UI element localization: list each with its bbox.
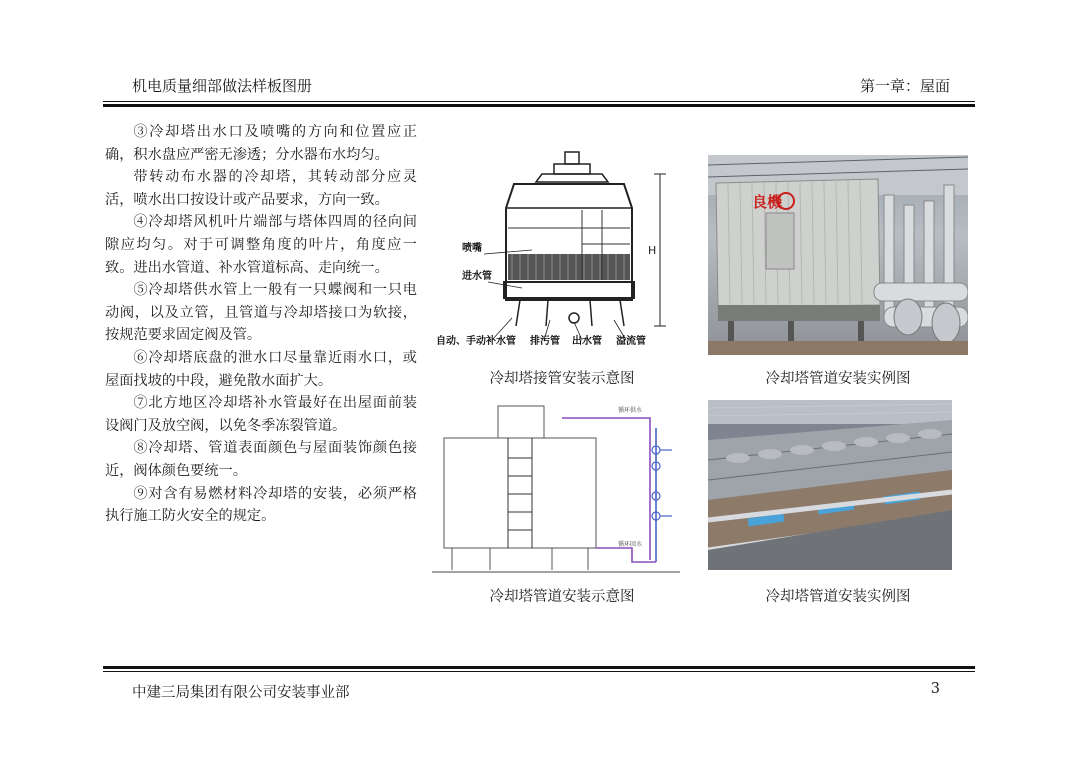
header-rule-thick: [103, 104, 975, 107]
drain-pipe-label: 排污管: [530, 336, 560, 347]
figure-caption: 冷却塔管道安装示意图: [489, 589, 635, 605]
page-number: 3: [930, 681, 940, 697]
figure-caption: 冷却塔管道安装实例图: [765, 589, 911, 605]
cooling-tower-photo: [708, 155, 968, 355]
brand-sign: 良機: [752, 193, 783, 211]
height-label: H: [648, 244, 657, 257]
paragraph: 带转动布水器的冷却塔，其转动部分应灵活，喷水出口按设计或产品要求，方向一致。: [105, 169, 417, 208]
outlet-pipe-label: 出水管: [572, 336, 602, 347]
footer-organization: 中建三局集团有限公司安装事业部: [132, 685, 350, 701]
spray-nozzle-label: 喷嘴: [462, 243, 482, 254]
figure-caption: 冷却塔接管安装示意图: [489, 371, 635, 387]
chapter-title: 第一章：屋面: [859, 77, 950, 95]
cooling-tower-piping-diagram: [432, 402, 680, 578]
makeup-pipe-label: 自动、手动补水管: [436, 336, 516, 347]
paragraph: ⑤冷却塔供水管上一般有一只蝶阀和一只电动阀，以及立管，且管道与冷却塔接口为软接，按规范要求固定阀及管。: [105, 282, 417, 344]
paragraph: ⑨对含有易燃材料冷却塔的安装，必须严格执行施工防火安全的规定。: [105, 485, 417, 525]
paragraph: ⑦北方地区冷却塔补水管最好在出屋面前装设阀门及放空阀，以免冬季冻裂管道。: [105, 395, 417, 434]
circulation-return-label: 循环回水: [618, 541, 643, 548]
paragraph: ⑥冷却塔底盘的泄水口尽量靠近雨水口，或屋面找坡的中段，避免散水面扩大。: [105, 349, 417, 389]
body-text: [105, 121, 417, 528]
circulation-supply-label: 循环供水: [618, 407, 643, 414]
paragraph: ③冷却塔出水口及喷嘴的方向和位置应正确，积水盘应严密无渗透；分水器布水均匀。: [105, 124, 417, 163]
header-rule-thin: [103, 101, 975, 102]
cooling-tower-array-photo: [708, 400, 952, 570]
paragraph: ⑧冷却塔、管道表面颜色与屋面装饰颜色接近，阀体颜色要统一。: [105, 440, 417, 479]
footer-rule-thin: [103, 671, 975, 672]
figure-caption: 冷却塔管道安装实例图: [765, 371, 911, 387]
cooling-tower-connection-diagram: [432, 150, 690, 356]
document-title: 机电质量细部做法样板图册: [132, 77, 313, 95]
overflow-pipe-label: 溢流管: [616, 336, 646, 347]
paragraph: ④冷却塔风机叶片端部与塔体四周的径向间隙应均匀。对于可调整角度的叶片，角度应一致。进出水管道、补水管道标高、走向统一。: [105, 214, 417, 276]
footer-rule-thick: [103, 666, 975, 669]
inlet-pipe-label: 进水管: [462, 271, 492, 282]
